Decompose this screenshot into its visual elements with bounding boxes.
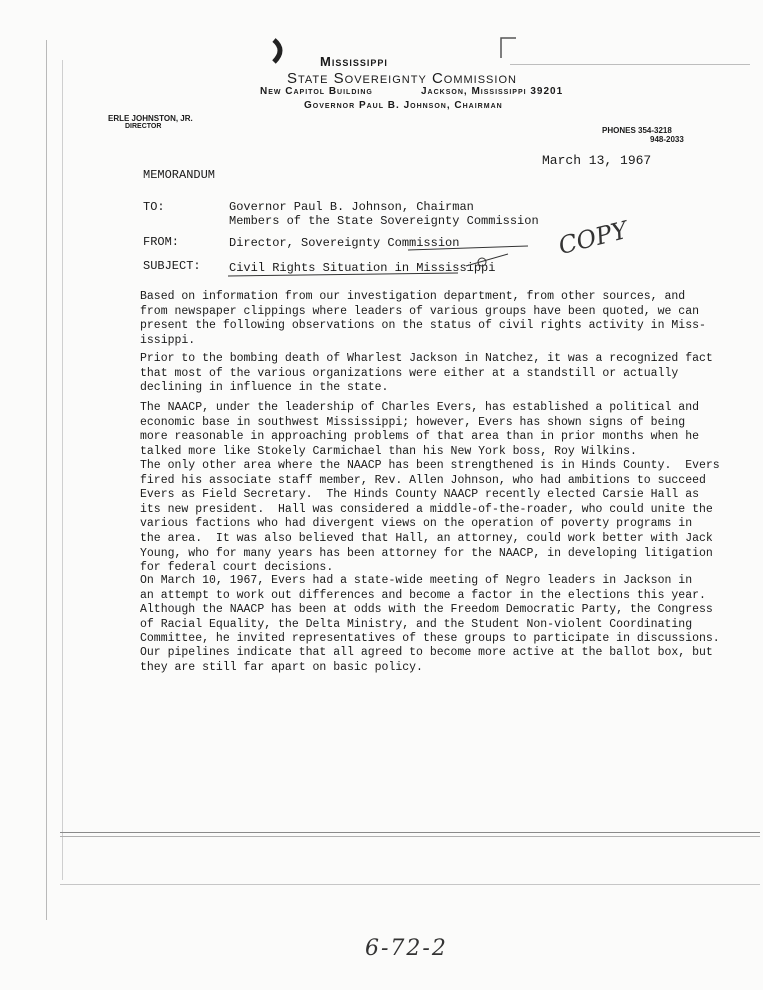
- paragraph-4: The only other area where the NAACP has been strengthened is in Hinds County. Evers fired his associate staff member, Rev. Allen Johnson, who had ambitions to succeed Evers as Field Secretary. The Hinds County NAACP recently elected Carsie Hall as its new president. Hall was considered a middle-of-the-roader, who could unite the various factions who had divergent views on the operation of poverty programs in the area. It was also believed that Hall, an attorney, could work better with Jack Young, who for many years has been attorney for the NAACP, in developing litigation for federal court decisions.: [140, 459, 720, 575]
- memo-type: MEMORANDUM: [143, 168, 216, 182]
- scan-bottom-rule: [60, 832, 760, 833]
- corner-bracket: [498, 34, 520, 60]
- director-title: DIRECTOR: [125, 123, 162, 130]
- paragraph-3: The NAACP, under the leadership of Charles Evers, has established a political and economic base in southwest Mississippi; however, Evers has shown signs of being more reasonable in approaching problems of that area than in prior months when he talked more like Stokely Carmichael than his New York boss, Roy Wilkins.: [140, 401, 699, 458]
- letterhead-commission: State Sovereignty Commission: [287, 70, 517, 87]
- from-value: Director, Sovereignty Commission: [229, 236, 460, 250]
- letterhead-governor: Governor Paul B. Johnson, Chairman: [304, 100, 503, 111]
- director-name: ERLE JOHNSTON, JR.: [108, 114, 193, 123]
- subject-label: SUBJECT:: [143, 259, 201, 273]
- scan-bottom-rule-3: [60, 884, 760, 885]
- letterhead-state: Mississippi: [320, 54, 388, 69]
- file-number: 6-72-2: [365, 936, 448, 961]
- paragraph-6: Our pipelines indicate that all agreed to become more active at the ballot box, but they are still far apart on basic policy.: [140, 646, 713, 674]
- copy-stamp: COPY: [555, 215, 631, 261]
- subject-scribble: [228, 240, 528, 285]
- scan-bottom-rule-2: [60, 836, 760, 837]
- scan-left-border: [46, 40, 47, 920]
- to-label: TO:: [143, 200, 165, 214]
- scan-top-dash: [510, 64, 750, 65]
- phone-number-second: 948-2033: [650, 135, 684, 144]
- memo-date: March 13, 1967: [542, 153, 652, 168]
- phone-numbers: PHONES 354-3218: [602, 126, 672, 135]
- scan-left-border-inner: [62, 60, 63, 880]
- to-recipient-1: Governor Paul B. Johnson, Chairman: [229, 200, 474, 214]
- paragraph-1: Based on information from our investigation department, from other sources, and from newspaper clippings where leaders of various groups have been quoted, we can present the following observations on the status of civil rights activity in Miss- issippi.: [140, 290, 706, 347]
- paragraph-5: On March 10, 1967, Evers had a state-wide meeting of Negro leaders in Jackson in an attempt to work out differences and become a factor in the elections this year. Although the NAACP has been at odds with the Freedom Democratic Party, the Congress of Racial Equality, the Delta Ministry, and the Student Non-violent Coordinating Committee, he invited representatives of these groups to participate in discussions.: [140, 574, 720, 646]
- paragraph-2: Prior to the bombing death of Wharlest Jackson in Natchez, it was a recognized fact that most of the various organizations were either at a standstill or actually declining in influence in the state.: [140, 352, 713, 395]
- to-recipient-2: Members of the State Sovereignty Commission: [229, 214, 539, 228]
- subject-value: Civil Rights Situation in Mississippi: [229, 261, 496, 275]
- letterhead-building: New Capitol Building: [260, 86, 373, 97]
- seal-mark: [270, 38, 290, 64]
- letterhead-city: Jackson, Mississippi 39201: [421, 86, 564, 97]
- from-label: FROM:: [143, 235, 180, 249]
